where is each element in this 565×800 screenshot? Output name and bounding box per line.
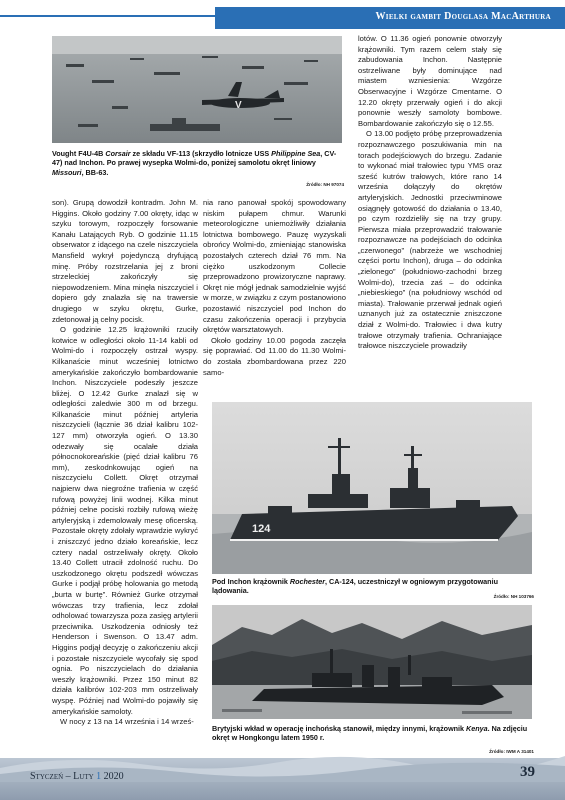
photo-cruiser-kenya [212,605,532,719]
left-paragraph-3: W nocy z 13 na 14 września i 14 wrześ- [60,717,194,727]
left-paragraph-2: O godzinie 12.25 krążowniki rzuciły kotwice w odległości około 11-14 kabli od Wolmi-do i rozpoczęły ostrzał wyspy. Kilkanaście minut wcześniej lotnictwo amerykańskie zakończyło bombardowanie Inchon. Niszczyciele podeszły jeszcze bliżej. O 12.42 Gurke znalazł się w odległości zaledwie 300 m od brzegu. Kilkanaście minut później artyleria niszczycieli (łącznie 36 dział kalibru 102-127 mm) otworzyła ogień. O 13.30 odezwały się ocalałe działa północnokoreańskie (pięć dział kalibru 76 mm), zeskodnkowując ogień na niszczycielu Collett. Okręt otrzymał najpierw dwa niegroźne trafienia w część rufową powyżej linii wodnej. Kilka minut później celne pociski rozbiły rufową wieżę artyleryjską i zdemolowały mesę oficerską. Pozostałe okręty zdołały wprawdzie wykryć i zniszczyć jedno działo koreańskie, lecz czterу nadal ostrzeliwały okręty. Około 13.40 Collett utracił zdolność ruchu. Do uszkodzonego okrętu podszedł wówczas Gurke i podjął próbę holowania go metodą „burta w burtę”. Również Gurke otrzymał wówczas trzy trafienia, lecz zdołał odholować towarzysza poza zasięg artylerii przeciwnika. Uszkodzenia odniosły też Henderson i Swenson. O 13.47 adm. Higgins podjął decyzję o zakończeniu akcji i pozostałe niszczyciele wycofały się spod ognia. Po niszczycielach do działania weszły krążowniki. Przez 150 minut 82 działa kalibrów 102-203 mm ostrzeliwały wyspę. Później nad Wolmi-do pojawiły się amerykańskie samoloty. [52,325,198,716]
left-column [52,198,198,728]
hull-number: 124 [252,523,271,535]
issue-number: 1 [96,771,102,782]
photo-corsair-over-inchon [52,36,342,143]
running-header: Wielki gambit Douglasa MacArthura [375,11,551,22]
photo2-caption: Pod Inchon krążownik Rochester, CA-124, uczestniczył w ogniowym przygotowaniu lądowania. [212,577,498,596]
right-paragraph-2: O 13.00 podjęto próbę przeprowadzenia rozpoznawczego poszukiwania min na torach podejściowych do brzegu. Zadanie to wykonać miał trałowiec typu YMS oraz sześć kutrów trałowych, które rano 14 września dołączyły do okrętów artyleryjskich. Jednostki przeciwminowe osiągnęły gotowość do działania o 13.40, po czym rozdzieliły się na trzy grupy. Pierwsza miała przeprowadzić trałowanie rozpoznawcze na podejściach do odcinka „czerwonego” (nabrzeże we wschodniej części portu Inchon), druga – do odcinka „zielonego” (południowo-zachodni brzeg Wolmi-do), trzecia zaś – do odcinka „niebieskiego” (na południowy wschód od miasta). Trałowanie przerwał jednak ogień uznanych już za ostatecznie zniszczone dział z Wolmi-do. Trałowiec i dwa kutry trałowe otrzymały trafienia. Ochraniające trałowce niszczyciele prowadziły [358,129,502,351]
right-paragraph-1: lotów. O 11.36 ogień ponownie otworzyły krążowniki. Tym razem celem stały się zabudowania Inchon. Następnie ostrzeliwane były dominujące nad miastem wzniesienia: Wzgórze Obserwacyjne i Wzgórze Cmentarne. O 12.20 okręty przerwały ogień i do akcji ponownie weszły samoloty bombowe. Bombardowanie zakończyło się o 12.55. [358,34,502,128]
corsair-photo-image [52,36,342,143]
photo2-source: Źródło: NH 103766 [493,594,534,599]
mid-paragraph-2: Około godziny 10.00 pogoda zaczęła się poprawiać. Od 11.00 do 11.30 Wolmi-do została zbombardowana przez 220 samo- [203,335,346,377]
photo3-caption: Brytyjski wkład w operację inchońską stanowił, między innymi, krążownik Kenya. Na zdjęciu okręt w Hongkongu latem 1950 r. [212,724,528,743]
right-column [358,34,502,352]
issue-label: Styczeń – Luty 1 2020 [30,771,124,782]
photo1-source: Źródło: NH 97074 [306,182,344,187]
photo1-caption: Vought F4U-4B Corsair ze składu VF-113 (skrzydło lotnicze USS Philippine Sea, CV-47) nad Inchon. Po prawej wysepka Wolmi-do, poniżej samolotu okręt liniowy Missouri, BB-63. [52,149,337,177]
photo3-source: Źródło: IWM A 31401 [489,749,534,754]
aircraft-marking: V [235,100,242,111]
mid-paragraph-1: nia rano panował spokój spowodowany niskim pułapem chmur. Warunki meteorologiczne uniemożliwiły działania lotnictwa bombowego. Pauzę wyzyskali obrońcy Wolmi-do, zmieniając stanowiska pozostałych czterech dział 76 mm. Na ciężko uszkodzonym Collecie przeprowadzono prowizoryczne naprawy. Okręt nie mógł jednak samodzielnie wyjść w morze, w związku z czym postanowiono pozostawić niszczyciel pod Inchon do czasu zakończenia operacji i przybycia okrętów warsztatowych. [203,198,346,335]
middle-column [203,198,346,378]
left-paragraph-1: son). Grupą dowodził kontradm. John M. Higgins. Około godziny 7.00 okręty, idąc w szyku torowym, rozpoczęły forsowanie Kanału Latających Ryb. O godzinie 11.15 obserwator z idącego na czele niszczyciela Mansfield wykrył pojedynczą dryfującą minę. Próby rozstrzelania jej z broni strzeleckiej zakończyły się niepowodzeniem. Mina minęła niszczyciel i dopiero gdy znalazła się na trawersie drugiego w szyku okrętu, Gurke, zdetonował ją celny pocisk. [52,198,198,324]
photo-cruiser-rochester [212,402,532,574]
page-number: 39 [520,764,535,780]
rochester-photo-image [212,402,532,574]
kenya-photo-image [212,605,532,719]
